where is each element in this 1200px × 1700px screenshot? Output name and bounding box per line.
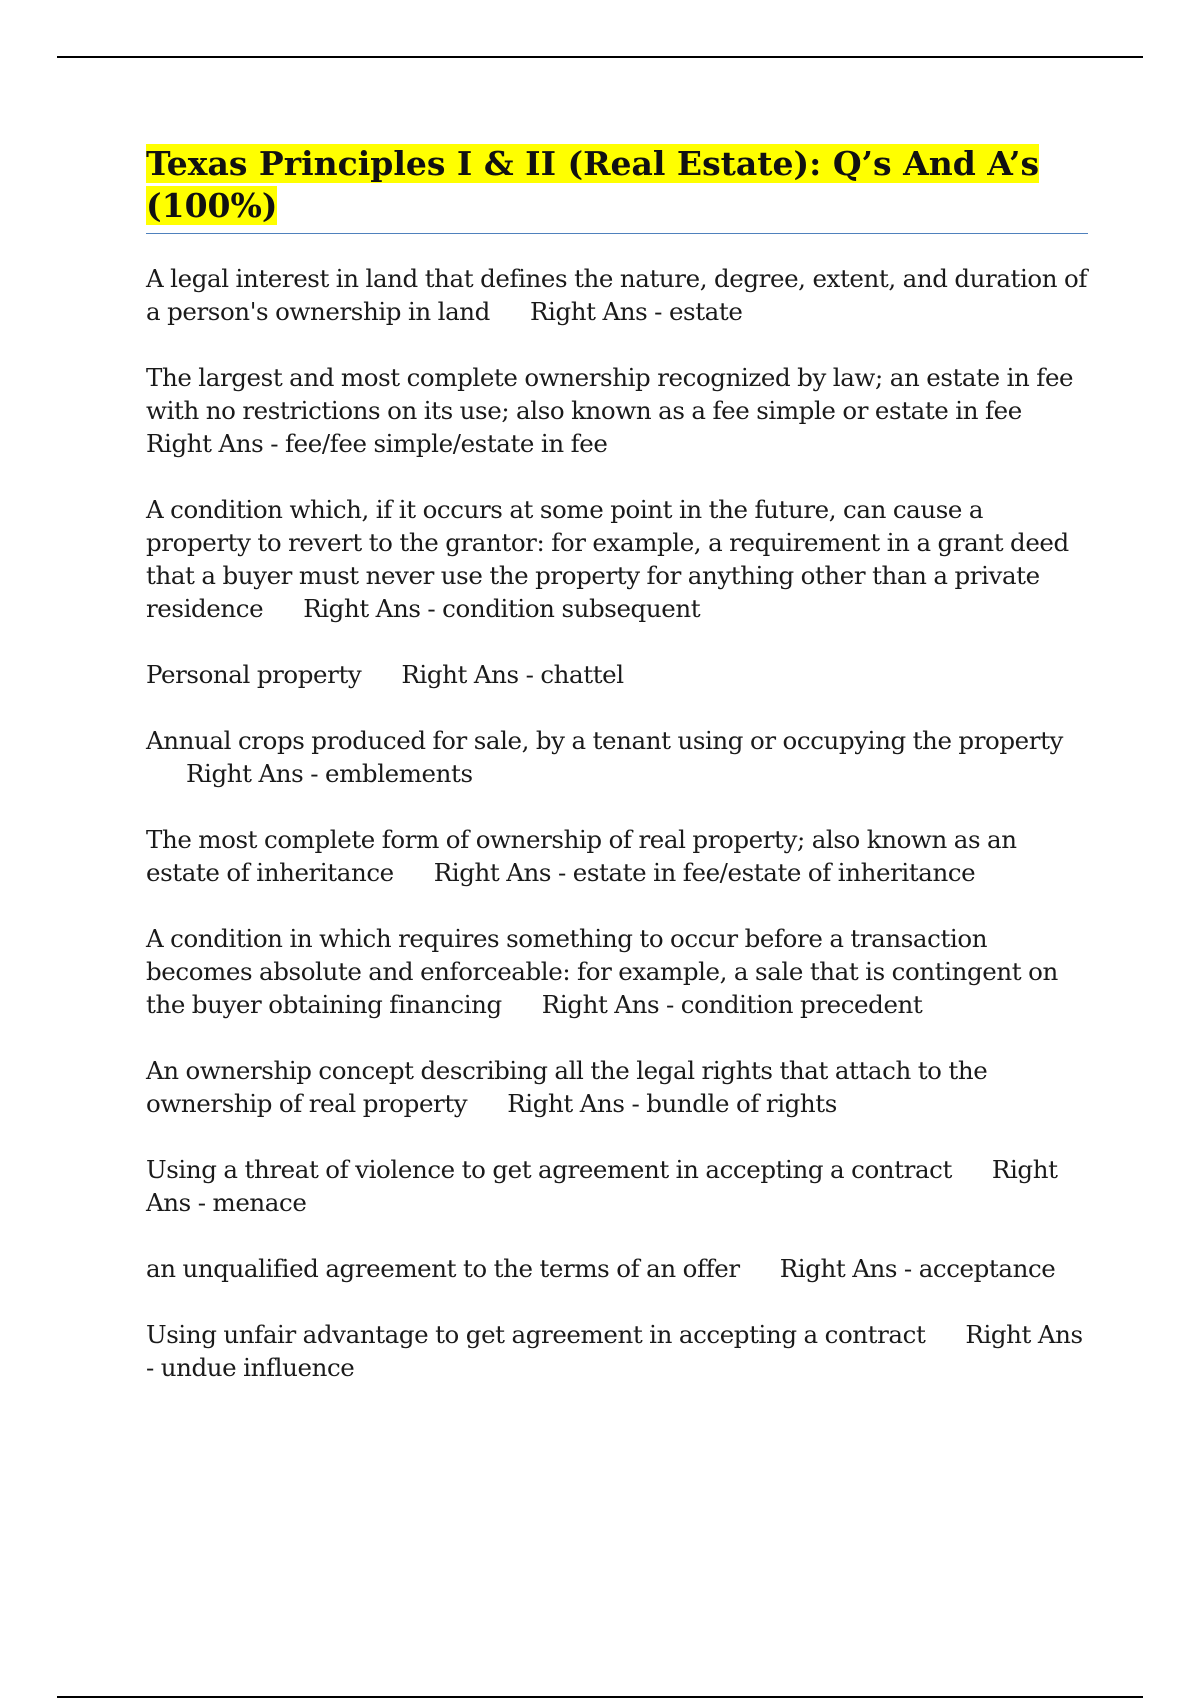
answer-text: Right Ans - acceptance [779, 1254, 1056, 1283]
question-text: Personal property [146, 660, 362, 689]
answer-text: Right Ans - bundle of rights [507, 1089, 837, 1118]
page-bottom-rule [57, 1696, 1143, 1698]
answer-text: Right Ans - fee/fee simple/estate in fee [146, 429, 608, 458]
question-text: Using unfair advantage to get agreement in accepting a contract [146, 1320, 926, 1349]
qa-item [146, 361, 1088, 460]
qa-item [146, 1054, 1088, 1120]
qa-item [146, 823, 1088, 889]
question-text: A legal interest in land that defines the nature, degree, extent, and duration of a person's ownership in land [146, 264, 1088, 326]
question-text: Annual crops produced for sale, by a tenant using or occupying the property [146, 726, 1063, 755]
document-title-text: Texas Principles I & II (Real Estate): Q’s And A’s (100%) [146, 144, 1040, 225]
qa-item [146, 1318, 1088, 1384]
answer-text: Right Ans - condition subsequent [303, 594, 701, 623]
question-text: A condition in which requires something to occur before a transaction becomes absolute and enforceable: for example, a sale that is contingent on the buyer obtaining financing [146, 924, 1058, 1019]
document-title [146, 143, 1088, 227]
answer-text: Right Ans - emblements [186, 759, 473, 788]
answer-text: Right Ans - chattel [401, 660, 624, 689]
answer-text: Right Ans - menace [146, 1155, 1058, 1217]
document-body [146, 143, 1088, 1417]
question-text: The most complete form of ownership of real property; also known as an estate of inheritance [146, 825, 1017, 887]
qa-item [146, 493, 1088, 625]
answer-text: Right Ans - estate [529, 297, 743, 326]
question-text: An ownership concept describing all the legal rights that attach to the ownership of real property [146, 1056, 988, 1118]
answer-text: Right Ans - condition precedent [541, 990, 923, 1019]
question-text: Using a threat of violence to get agreement in accepting a contract [146, 1155, 952, 1184]
page-top-rule [57, 56, 1143, 58]
answer-text: Right Ans - undue influence [146, 1320, 1083, 1382]
question-text: A condition which, if it occurs at some point in the future, can cause a property to revert to the grantor: for example, a requirement in a grant deed that a buyer must never use the property for anything other than a private residence [146, 495, 1069, 623]
qa-item [146, 922, 1088, 1021]
qa-item [146, 262, 1088, 328]
qa-item [146, 658, 1088, 691]
qa-item [146, 1153, 1088, 1219]
title-block [146, 143, 1088, 234]
question-text: The largest and most complete ownership recognized by law; an estate in fee with no restrictions on its use; also known as a fee simple or estate in fee [146, 363, 1074, 425]
answer-text: Right Ans - estate in fee/estate of inheritance [433, 858, 976, 887]
qa-item [146, 1252, 1088, 1285]
question-text: an unqualified agreement to the terms of an offer [146, 1254, 740, 1283]
qa-item [146, 724, 1088, 790]
